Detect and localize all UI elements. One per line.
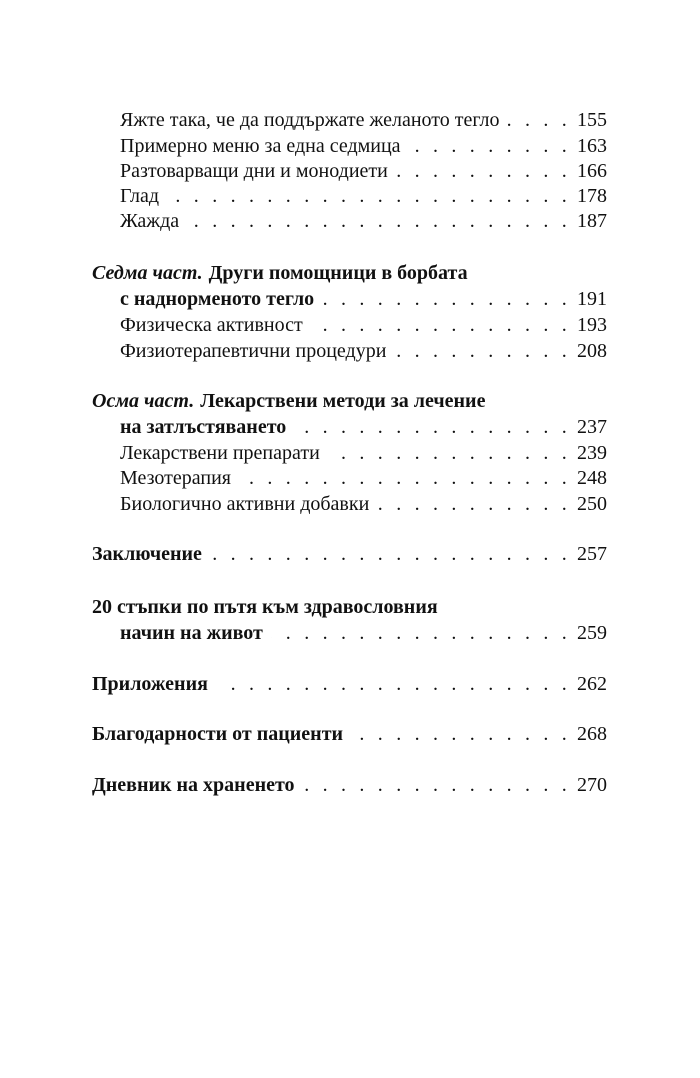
toc-entry-title: Дневник на храненето xyxy=(92,774,295,796)
toc-page-number: 248 xyxy=(577,467,607,489)
dot-leader xyxy=(167,182,571,210)
toc-entry-title: начин на живот xyxy=(120,622,263,644)
toc-entry-title: Физиотерапевтични процедури xyxy=(120,340,387,362)
toc-entry-title: Благодарности от пациенти xyxy=(92,723,344,745)
dot-leader xyxy=(328,439,571,467)
dot-leader xyxy=(377,490,571,518)
toc-page-number: 208 xyxy=(577,340,607,362)
toc-entry xyxy=(0,771,700,801)
toc-page-number: 193 xyxy=(577,314,607,336)
dot-leader xyxy=(396,157,571,185)
part-title: Лекарствени методи за лечение xyxy=(200,390,486,412)
toc-entry xyxy=(0,540,700,570)
toc-entry-title: Физическа активност xyxy=(120,314,303,336)
toc-entry-title: Разтоварващи дни и монодиети xyxy=(120,160,388,182)
toc-entry-title: на затлъстяването xyxy=(120,416,287,438)
dot-leader xyxy=(303,771,571,799)
toc-entry-title: Яжте така, че да поддържате желаното тегло xyxy=(120,109,500,131)
part-prefix: Осма част. xyxy=(92,390,195,412)
toc-entry-title: Биологично активни добавки xyxy=(120,493,370,515)
toc-entry-title: Лекарствени препарати xyxy=(120,442,320,464)
toc-entry-title: Приложения xyxy=(92,673,208,695)
dot-leader xyxy=(351,720,571,748)
toc-entry xyxy=(0,670,700,700)
dot-leader xyxy=(271,619,571,647)
toc-entry xyxy=(0,207,700,237)
dot-leader xyxy=(311,311,571,339)
toc-entry-title: Жажда xyxy=(120,210,180,232)
dot-leader xyxy=(210,540,571,568)
part-prefix: Седма част. xyxy=(92,262,203,284)
toc-page-number: 257 xyxy=(577,543,607,565)
dot-leader xyxy=(409,132,571,160)
part-title: Други помощници в борбата xyxy=(208,262,468,284)
toc-page-number: 259 xyxy=(577,622,607,644)
toc-page-number: 191 xyxy=(577,288,607,310)
toc-page-number: 178 xyxy=(577,185,607,207)
toc-page-number: 262 xyxy=(577,673,607,695)
toc-page-number: 155 xyxy=(577,109,607,131)
toc-entry xyxy=(0,720,700,750)
toc-page-number: 166 xyxy=(577,160,607,182)
toc-page-number: 237 xyxy=(577,416,607,438)
dot-leader xyxy=(508,106,571,134)
dot-leader xyxy=(322,285,571,313)
toc-entry-title: Глад xyxy=(120,185,160,207)
dot-leader xyxy=(394,337,571,365)
toc-page-number: 239 xyxy=(577,442,607,464)
toc-page-number: 268 xyxy=(577,723,607,745)
toc-entry xyxy=(0,490,700,520)
dot-leader xyxy=(187,207,571,235)
toc-entry-title: Примерно меню за една седмица xyxy=(120,135,401,157)
toc-entry-title: Заключение xyxy=(92,543,202,565)
toc-entry-title: с наднорменото тегло xyxy=(120,288,315,310)
dot-leader xyxy=(216,670,571,698)
toc-entry xyxy=(0,619,700,649)
toc-page-number: 270 xyxy=(577,774,607,796)
toc-page-number: 163 xyxy=(577,135,607,157)
toc-page-number: 187 xyxy=(577,210,607,232)
toc-entry xyxy=(0,337,700,367)
dot-leader xyxy=(239,464,571,492)
toc-page-number: 250 xyxy=(577,493,607,515)
dot-leader xyxy=(294,413,571,441)
toc-entry-title: Мезотерапия xyxy=(120,467,231,489)
section-title: 20 стъпки по пътя към здравословния xyxy=(92,596,438,618)
